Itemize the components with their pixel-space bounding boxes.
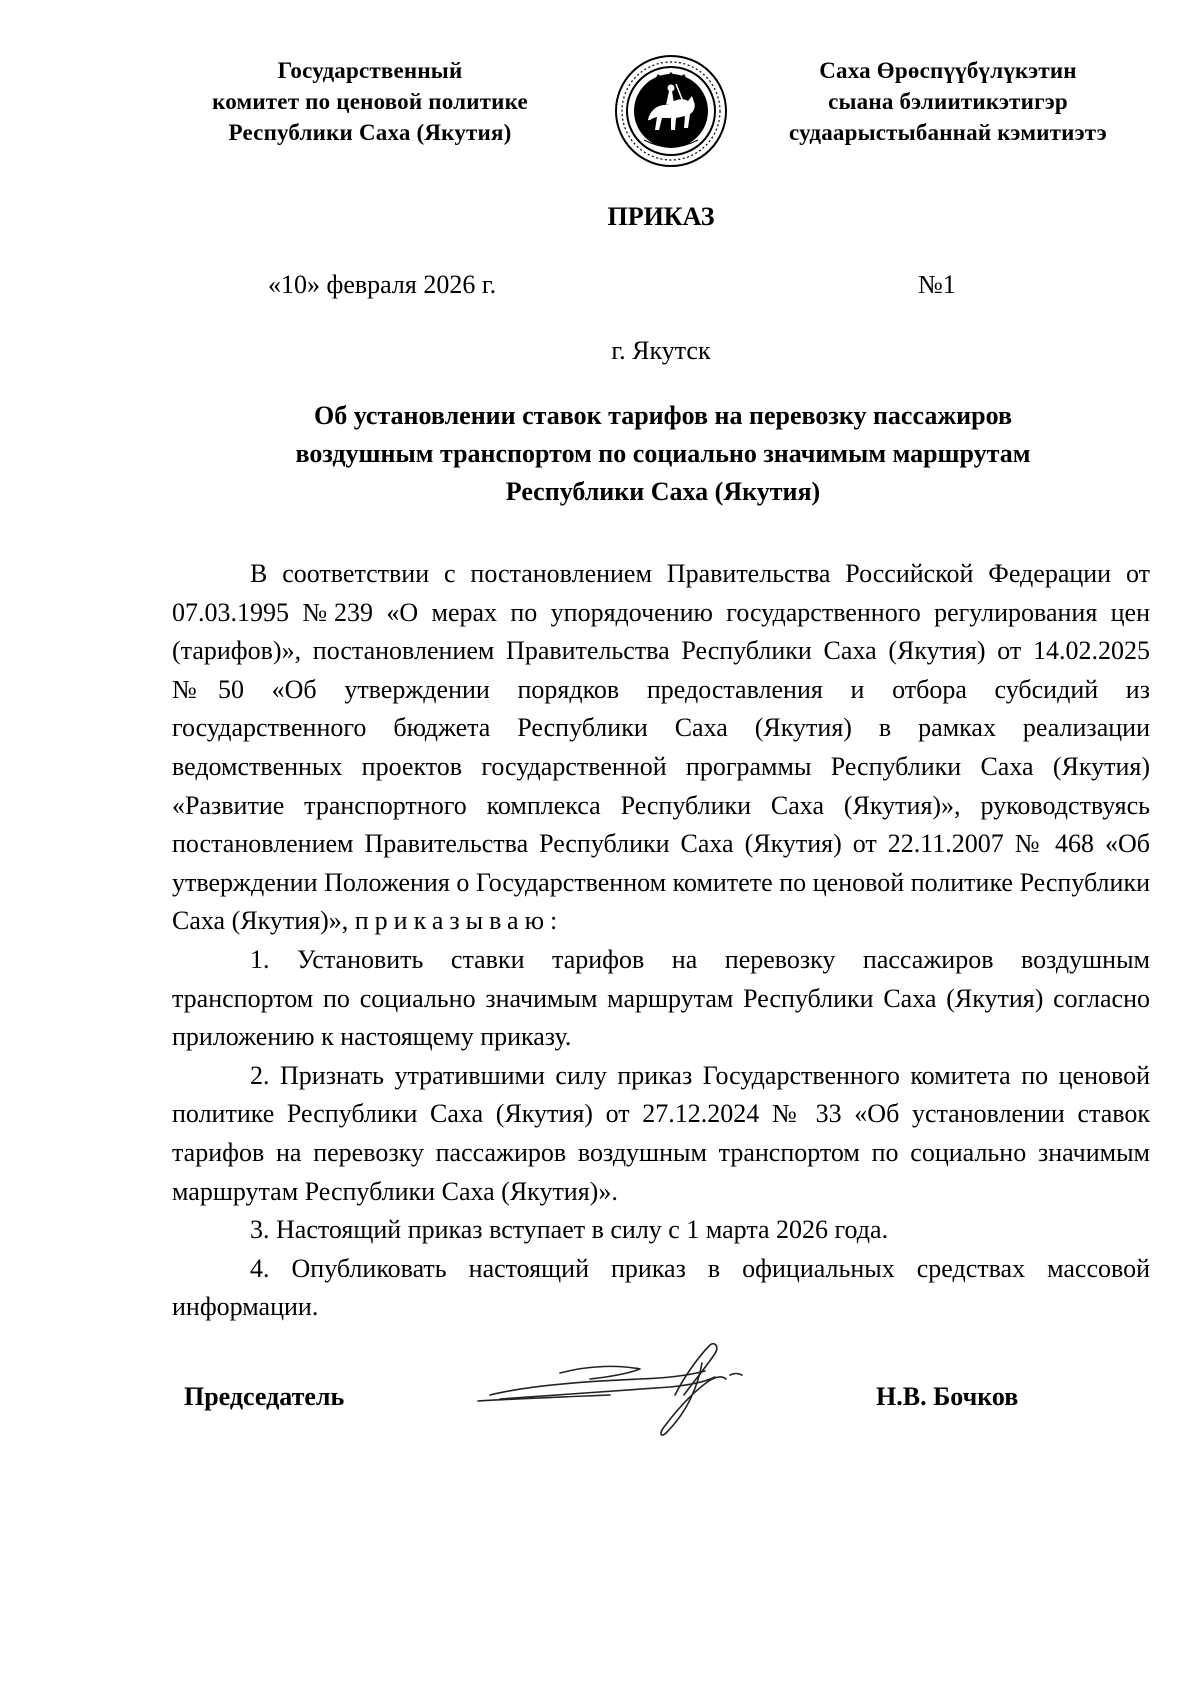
document-number: №1 bbox=[918, 270, 956, 299]
order-word: приказываю: bbox=[354, 906, 564, 936]
subject-line: Об установлении ставок тарифов на перевозку пассажиров bbox=[313, 401, 1013, 430]
order-item-1: 1. Установить ставки тарифов на перевозку пассажиров воздушным транспортом по социально значимым маршрутам Республики Саха (Якутия) согласно приложению к настоящему приказу. bbox=[172, 944, 1150, 1052]
header-right-line: сыана бэлиитикэтигэр bbox=[828, 89, 1068, 114]
preamble-text: В соответствии с постановлением Правительства Российской Федерации от 07.03.1995 №239 «О мерах по упорядочению государственного регулирования цен (тарифов)», постановлением Правительства Республики Саха (Якутия) от 14.02.2025 №50 «Об утверждении порядков предоставления и отбора субсидий из государственного бюджета Республики Саха (Якутия) в рамках реализации ведомственных проектов государственной программы Республики Саха (Якутия) «Развитие транспортного комплекса Республики Саха (Якутия)», руководствуясь постановлением Правительства Республики Саха (Якутия) от 22.11.2007 № 468 «Об утверждении Положения о Государственном комитете по ценовой политике Республики Саха (Якутия)», bbox=[172, 559, 1150, 936]
preamble-paragraph bbox=[172, 555, 1150, 941]
document-body bbox=[172, 555, 1150, 1327]
header-right-line: Саха Өрөспүүбүлүкэтин bbox=[819, 58, 1077, 83]
emblem-icon bbox=[614, 54, 728, 168]
document-title: ПРИКАЗ bbox=[607, 202, 715, 231]
document-date: «10» февраля 2026 г. bbox=[268, 270, 497, 299]
signatory-name: Н.В. Бочков bbox=[876, 1382, 1019, 1411]
order-item-4: 4. Опубликовать настоящий приказ в официальных средствах массовой информации. bbox=[172, 1253, 1150, 1322]
document-subject bbox=[172, 397, 1154, 511]
header-left-line: комитет по ценовой политике bbox=[212, 89, 528, 114]
subject-line: Республики Саха (Якутия) bbox=[505, 477, 821, 506]
subject-line: воздушным транспортом по социально значимым маршрутам bbox=[295, 439, 1031, 468]
document-city: г. Якутск bbox=[611, 336, 711, 365]
order-item-2: 2. Признать утратившими силу приказ Государственного комитета по ценовой политике Республики Саха (Якутия) от 27.12.2024 № 33 «Об установлении ставок тарифов на перевозку пассажиров воздушным транспортом по социально значимым маршрутам Республики Саха (Якутия)». bbox=[172, 1060, 1150, 1206]
order-item-3: 3. Настоящий приказ вступает в силу с 1 марта 2026 года. bbox=[250, 1215, 889, 1245]
header-left-line: Государственный bbox=[277, 58, 463, 83]
header-left-line: Республики Саха (Якутия) bbox=[228, 120, 512, 145]
handwritten-signature-icon bbox=[470, 1335, 790, 1445]
header-right-org bbox=[748, 55, 1148, 148]
header-left-org bbox=[170, 55, 570, 148]
signatory-position: Председатель bbox=[184, 1382, 345, 1411]
header-right-line: судаарыстыбаннай кэмитиэтэ bbox=[789, 120, 1107, 145]
